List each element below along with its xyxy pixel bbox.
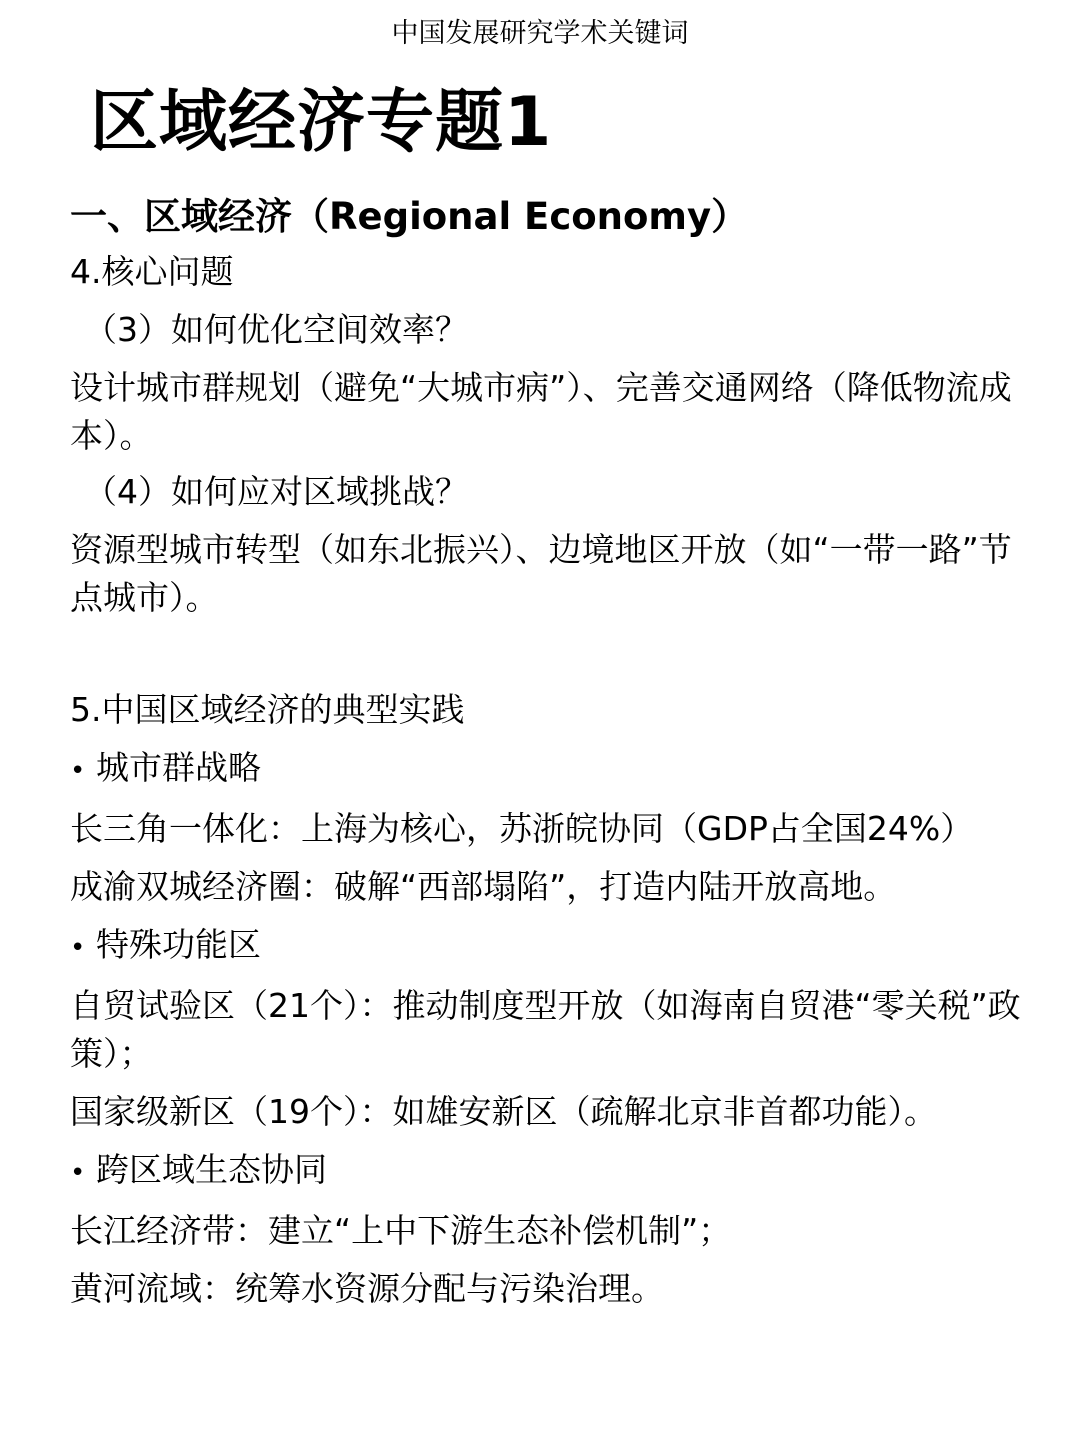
bullet-label: 特殊功能区 (96, 925, 261, 964)
subsection-heading: 4.核心问题 (70, 252, 234, 291)
paragraph: 成渝双城经济圈：破解“西部塌陷”，打造内陆开放高地。 (70, 867, 897, 906)
subsection-heading: 5.中国区域经济的典型实践 (70, 690, 465, 729)
page-header: 中国发展研究学术关键词 (391, 18, 689, 49)
paragraph: 长三角一体化：上海为核心，苏浙皖协同（GDP占全国24%） (70, 809, 974, 848)
content-body (70, 248, 1035, 1313)
bullet-item (70, 921, 1035, 972)
bullet-label: 跨区域生态协同 (96, 1150, 327, 1189)
spacer (70, 622, 1035, 676)
bullet-icon: • (70, 756, 86, 786)
section-title: 一、区域经济（Regional Economy） (70, 195, 749, 238)
paragraph: 黄河流域：统筹水资源分配与污染治理。 (70, 1269, 664, 1308)
paragraph: 长江经济带：建立“上中下游生态补偿机制”； (70, 1211, 732, 1250)
bullet-item (70, 1146, 1035, 1197)
question-heading: （3）如何优化空间效率？ (84, 310, 468, 349)
bullet-icon: • (70, 933, 86, 963)
bullet-label: 城市群战略 (96, 748, 261, 787)
paragraph: 国家级新区（19个）：如雄安新区（疏解北京非首都功能）。 (70, 1092, 937, 1131)
bullet-icon: • (70, 1158, 86, 1188)
bullet-item (70, 744, 1035, 795)
question-heading: （4）如何应对区域挑战？ (84, 472, 468, 511)
paragraph: 自贸试验区（21个）：推动制度型开放（如海南自贸港“零关税”政策）； (70, 986, 1021, 1073)
paragraph: 资源型城市转型（如东北振兴）、边境地区开放（如“一带一路”节点城市）。 (70, 530, 1012, 617)
page-title: 区域经济专题1 (90, 83, 553, 162)
paragraph: 设计城市群规划（避免“大城市病”）、完善交通网络（降低物流成本）。 (70, 368, 1012, 455)
